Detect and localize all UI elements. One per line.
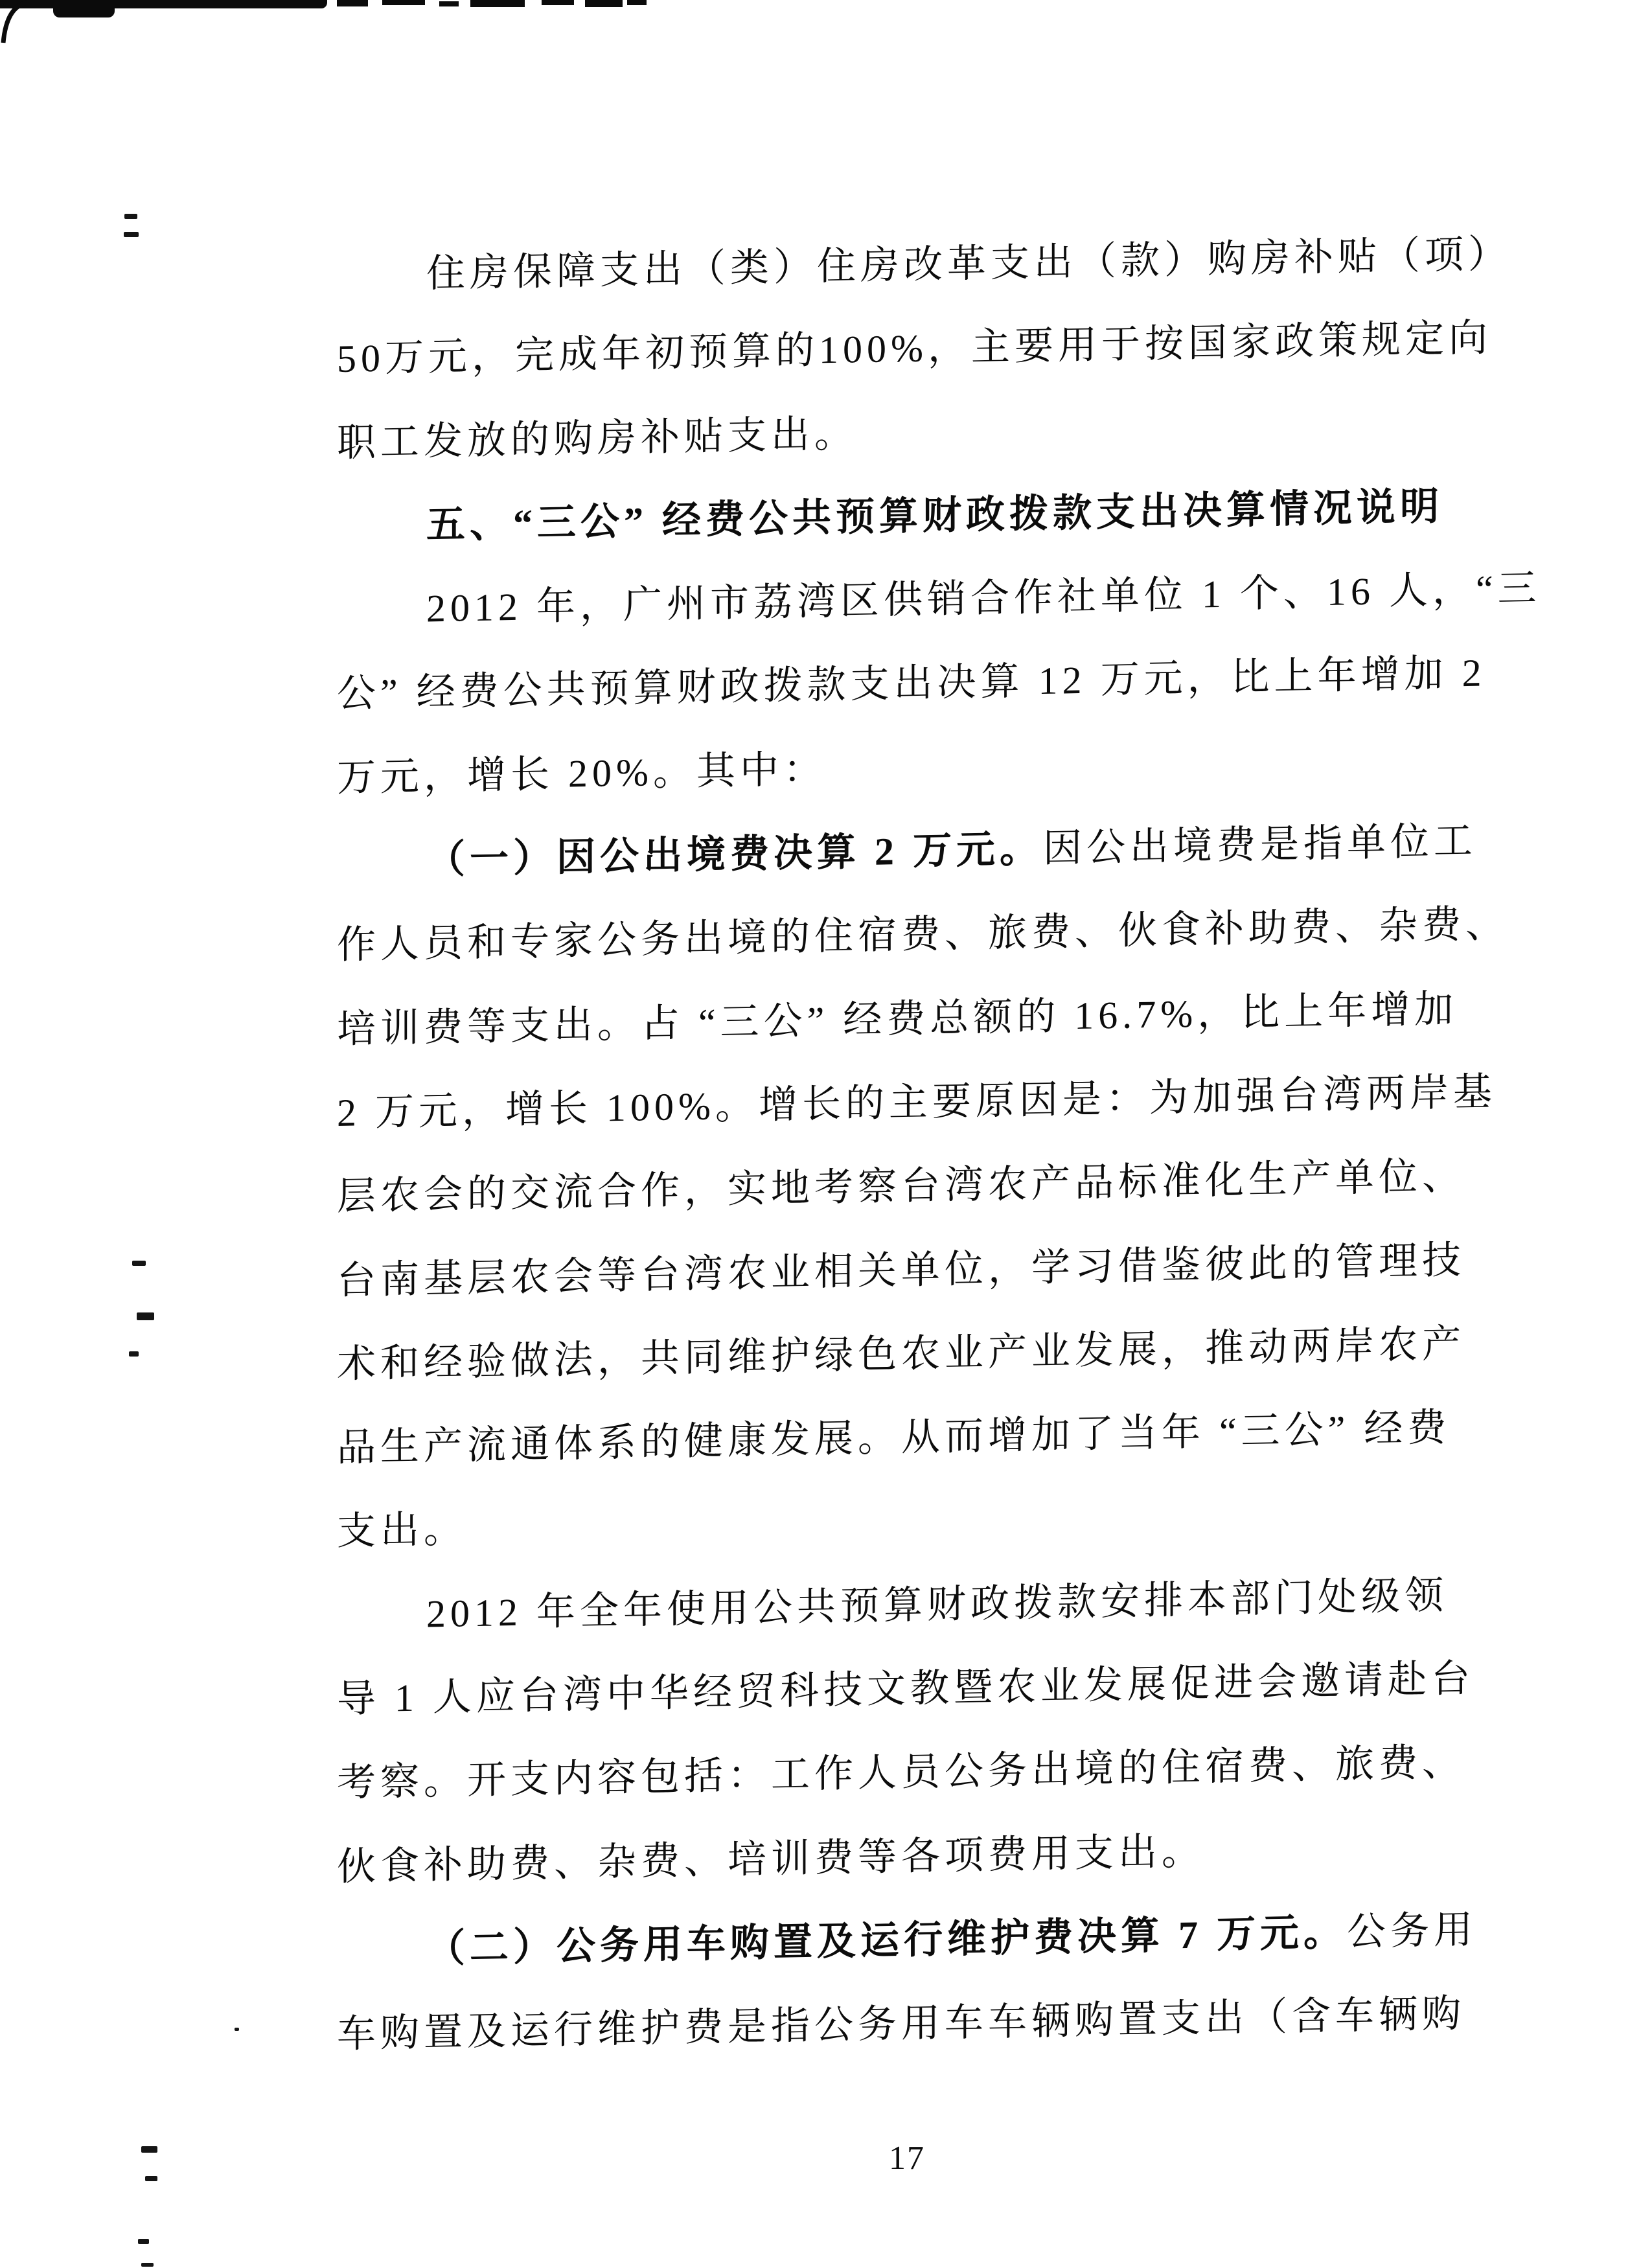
scan-artifact-top-bump [53,0,115,17]
text-run: 台南基层农会等台湾农业相关单位，学习借鉴彼此的管理技 [337,1238,1465,1302]
scan-artifact-dash [470,0,525,7]
scan-artifact-dash [627,0,647,5]
text-run: 2012 年，广州市荔湾区供销合作社单位 1 个、16 人，“三 [426,567,1541,630]
text-run: 职工发放的购房补贴支出。 [337,411,858,464]
text-run: 伙食补助费、杂费、培训费等各项费用支出。 [337,1829,1205,1888]
scan-artifact-dash [337,0,368,6]
text-run: 50万元，完成年初预算的100%，主要用于按国家政策规定向 [337,316,1492,381]
scan-speck [141,2146,157,2153]
scan-speck [138,2239,149,2244]
text-run: 万元，增长 20%。其中： [337,747,827,799]
scan-speck [129,1351,139,1357]
scan-speck [235,2028,239,2031]
bold-text-run: （一）因公出境费决算 2 万元。 [426,827,1043,882]
text-run: 车购置及运行维护费是指公务用车车辆购置支出（含车辆购 [337,1992,1465,2056]
text-run: 层农会的交流合作，实地考察台湾农产品标准化生产单位、 [337,1154,1465,1219]
text-run: 因公出境费是指单位工 [1043,819,1477,871]
text-run: 2012 年全年使用公共预算财政拨款安排本部门处级领 [426,1574,1448,1636]
scan-artifact-dash [585,0,623,7]
scan-artifact-top-band [0,0,327,8]
scan-artifact-dash [439,1,459,6]
text-run: 导 1 人应台湾中华经贸科技文教暨农业发展促进会邀请赴台 [337,1656,1474,1721]
document-body [337,213,1541,2076]
scan-speck [124,232,139,237]
text-run: 住房保障支出（类）住房改革支出（款）购房补贴（项） [426,232,1511,295]
bold-text-run: （二）公务用车购置及运行维护费决算 7 万元。 [426,1910,1347,1971]
scan-speck [141,2263,154,2267]
scan-artifact-corner-arc [0,0,30,47]
scan-speck [124,214,137,219]
bold-text-run: 五、“三公” 经费公共预算财政拨款支出决算情况说明 [426,485,1443,547]
text-run: 公务用 [1347,1908,1477,1954]
page-number: 17 [889,2140,925,2177]
scan-speck [137,1312,154,1320]
text-run: 公” 经费公共预算财政拨款支出决算 12 万元，比上年增加 2 [337,651,1486,716]
text-run: 作人员和专家公务出境的住宿费、旅费、伙食补助费、杂费、 [337,902,1509,967]
text-run: 2 万元，增长 100%。增长的主要原因是：为加强台湾两岸基 [337,1070,1497,1134]
scan-artifact-dash [382,0,425,5]
scan-speck [132,1261,146,1266]
scan-artifact-dash [542,0,574,5]
text-run: 支出。 [337,1507,467,1553]
text-run: 培训费等支出。占 “三公” 经费总额的 16.7%，比上年增加 [337,987,1458,1051]
text-run: 考察。开支内容包括：工作人员公务出境的住宿费、旅费、 [337,1741,1465,1805]
scan-speck [145,2176,157,2181]
text-run: 品生产流通体系的健康发展。从而增加了当年 “三公” 经费 [337,1406,1451,1470]
text-run: 术和经验做法，共同维护绿色农业产业发展，推动两岸农产 [337,1322,1465,1386]
